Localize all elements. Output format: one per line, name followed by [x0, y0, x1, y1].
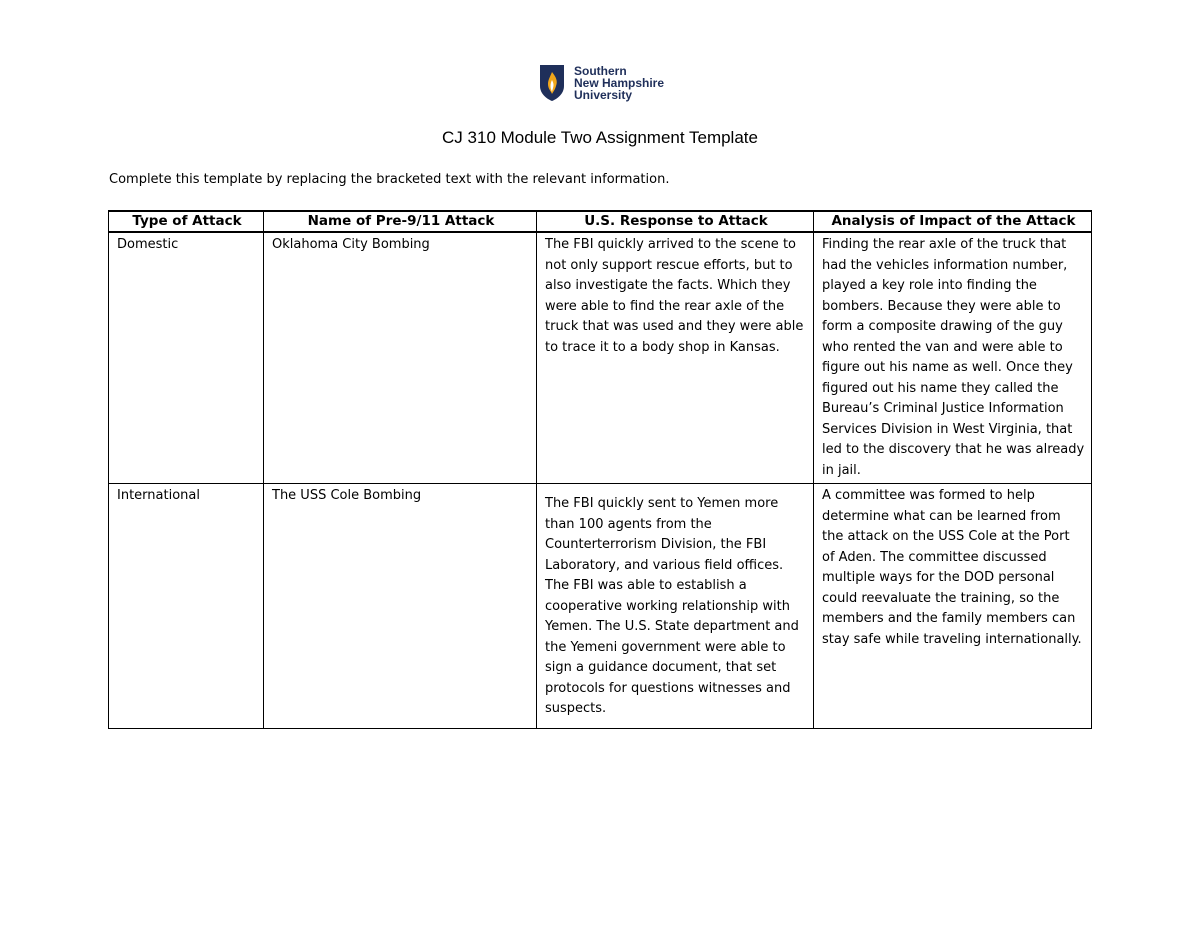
shield-flame-icon: [539, 64, 565, 102]
attack-analysis-table: [108, 210, 1092, 729]
logo-line-2: New Hampshire: [574, 76, 665, 90]
response-cell: The FBI quickly arrived to the scene to not only support rescue efforts, but to also investigate the facts. Which they were able to find the rear axle of the truck that was used and they were able to trace it to a body shop in Kansas.: [537, 232, 814, 484]
attack-name-cell: Oklahoma City Bombing: [264, 232, 537, 484]
instructions-text: Complete this template by replacing the bracketed text with the relevant information.: [109, 172, 670, 187]
document-title: CJ 310 Module Two Assignment Template: [442, 128, 758, 147]
header-type-of-attack: Type of Attack: [109, 211, 264, 232]
header-us-response: U.S. Response to Attack: [537, 211, 814, 232]
logo-line-3: University: [574, 88, 633, 102]
analysis-cell: Finding the rear axle of the truck that had the vehicles information number, played a key role into finding the bombers. Because they were able to form a composite drawing of the guy who rented the van and were able to figure out his name as well. Once they figured out his name they called the Bureau’s Criminal Justice Information Services Division in West Virginia, that led to the discovery that he was already in jail.: [814, 232, 1092, 484]
attack-name-cell: The USS Cole Bombing: [264, 484, 537, 729]
table-header-row: [109, 211, 1092, 232]
table-row: [109, 484, 1092, 729]
response-cell: The FBI quickly sent to Yemen more than 100 agents from the Counterterrorism Division, the FBI Laboratory, and various field offices. The FBI was able to establish a cooperative working relationship with Yemen. The U.S. State department and the Yemeni government were able to sign a guidance document, that set protocols for questions witnesses and suspects.: [537, 484, 814, 729]
header-impact-analysis: Analysis of Impact of the Attack: [814, 211, 1092, 232]
university-logo: [539, 64, 664, 102]
logo-wordmark: [574, 65, 664, 101]
analysis-cell: A committee was formed to help determine what can be learned from the attack on the USS Cole at the Port of Aden. The committee discussed multiple ways for the DOD personal could reevaluate the training, so the members and the family members can stay safe while traveling internationally.: [814, 484, 1092, 729]
attack-type-cell: Domestic: [109, 232, 264, 484]
header-name-of-attack: Name of Pre-9/11 Attack: [264, 211, 537, 232]
logo-line-1: Southern: [574, 64, 627, 78]
attack-type-cell: International: [109, 484, 264, 729]
table-row: [109, 232, 1092, 484]
